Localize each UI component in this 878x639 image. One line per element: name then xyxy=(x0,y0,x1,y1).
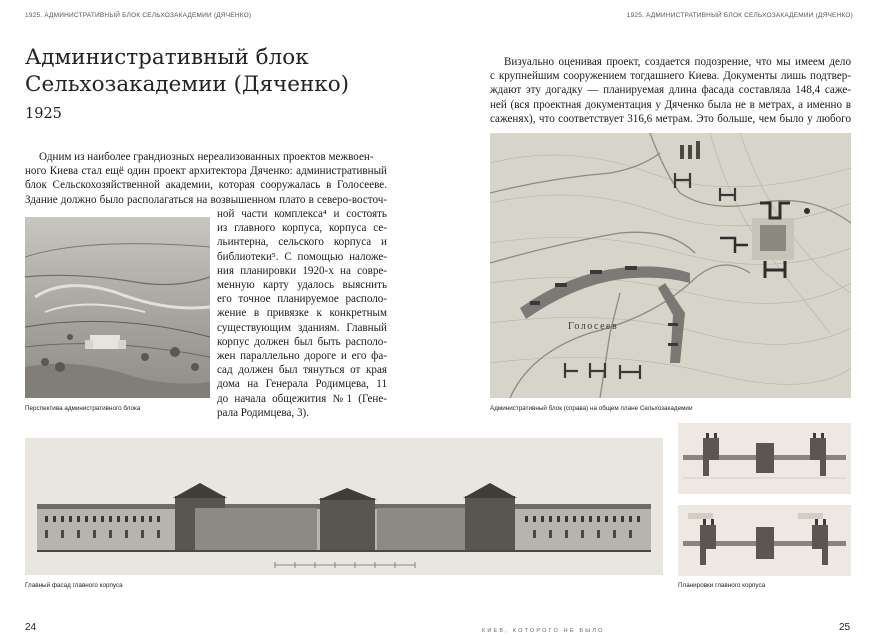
title-line-1: Административный блок xyxy=(25,45,309,70)
floorplans-caption: Планировки главного корпуса xyxy=(678,582,766,589)
body-line: ждают эту догадку — планируемая длина фасада составляла 148,4 саже- xyxy=(490,84,851,97)
perspective-caption: Перспектива административного блока xyxy=(25,405,141,412)
plan-map-label: Голосеев xyxy=(568,321,619,332)
floorplan-image-2 xyxy=(678,505,851,576)
body-line: ния планировки 1920-х на совре- xyxy=(217,264,387,277)
paragraph-1-top xyxy=(25,150,387,207)
body-line: сад должен был тянуться от края xyxy=(217,364,387,377)
body-line: корпус должен был быть располо- xyxy=(217,335,387,348)
general-plan-image xyxy=(490,133,851,398)
book-title-footer: КИЕВ, КОТОРОГО НЕ БЫЛО xyxy=(482,628,605,634)
right-page-number: 25 xyxy=(839,622,851,633)
body-line: ного Киева стал ещё один проект архитектора Дяченко: административный xyxy=(25,165,387,178)
body-line: из главного корпуса, корпуса се- xyxy=(217,222,387,235)
body-line: дома на Генерала Родимцева, 11 xyxy=(217,378,387,391)
body-line: жен параллельно дороге и его фа- xyxy=(217,350,387,363)
body-line: ней (вся проектная документация у Дяченко была не в метрах, а именно в xyxy=(490,98,851,111)
paragraph-2 xyxy=(490,55,851,126)
article-year: 1925 xyxy=(25,106,62,122)
body-line: ной части комплекса⁴ и состоять xyxy=(217,208,387,220)
left-running-head: 1925. АДМИНИСТРАТИВНЫЙ БЛОК СЕЛЬХОЗАКАДЕМИИ (ДЯЧЕНКО) xyxy=(25,12,252,19)
right-running-head: 1925. АДМИНИСТРАТИВНЫЙ БЛОК СЕЛЬХОЗАКАДЕМИИ (ДЯЧЕНКО) xyxy=(626,12,853,19)
general-plan-caption: Административный блок (справа) на общем плане Сельхозакадемии xyxy=(490,405,693,412)
body-line: блок Сельскохозяйственной академии, которая сооружалась в Голосееве. xyxy=(25,179,387,192)
body-line: менную карту удалось выяснить xyxy=(217,279,387,292)
body-line: до начала общежития №1 (Гене- xyxy=(217,392,387,405)
body-line: саженях), что соответствует 316,6 метрам. Это больше, чем было у любого xyxy=(490,112,851,125)
body-line: льинтерна, сельского корпуса и xyxy=(217,236,387,249)
body-line: Здание должно было располагаться на возвышенном плато в северо-восточ- xyxy=(25,193,387,206)
perspective-image xyxy=(25,217,210,398)
body-line: библиотеки⁵. С помощью наложе- xyxy=(217,250,387,263)
body-line: его точное планируемое располо- xyxy=(217,293,387,306)
body-line: существующим зданиям. Главный xyxy=(217,321,387,334)
left-page-number: 24 xyxy=(25,622,37,633)
body-line: жение в привязке к конкретным xyxy=(217,307,387,320)
facade-caption: Главный фасад главного корпуса xyxy=(25,582,123,589)
title-line-2: Сельхозакадемии (Дяченко) xyxy=(25,72,350,97)
body-line: Визуально оценивая проект, создается подозрение, что мы имеем дело xyxy=(504,56,851,68)
floorplan-image-1 xyxy=(678,423,851,494)
body-line: с крупнейшим сооружением тогдашнего Киева. Документы лишь подтвер- xyxy=(490,70,851,83)
body-line: Одним из наиболее грандиозных нереализованных проектов межвоен- xyxy=(39,151,374,163)
body-line: рала Родимцева, 3). xyxy=(217,406,309,419)
facade-image xyxy=(25,438,663,575)
paragraph-1-wrap xyxy=(217,207,387,420)
article-title xyxy=(25,44,365,98)
